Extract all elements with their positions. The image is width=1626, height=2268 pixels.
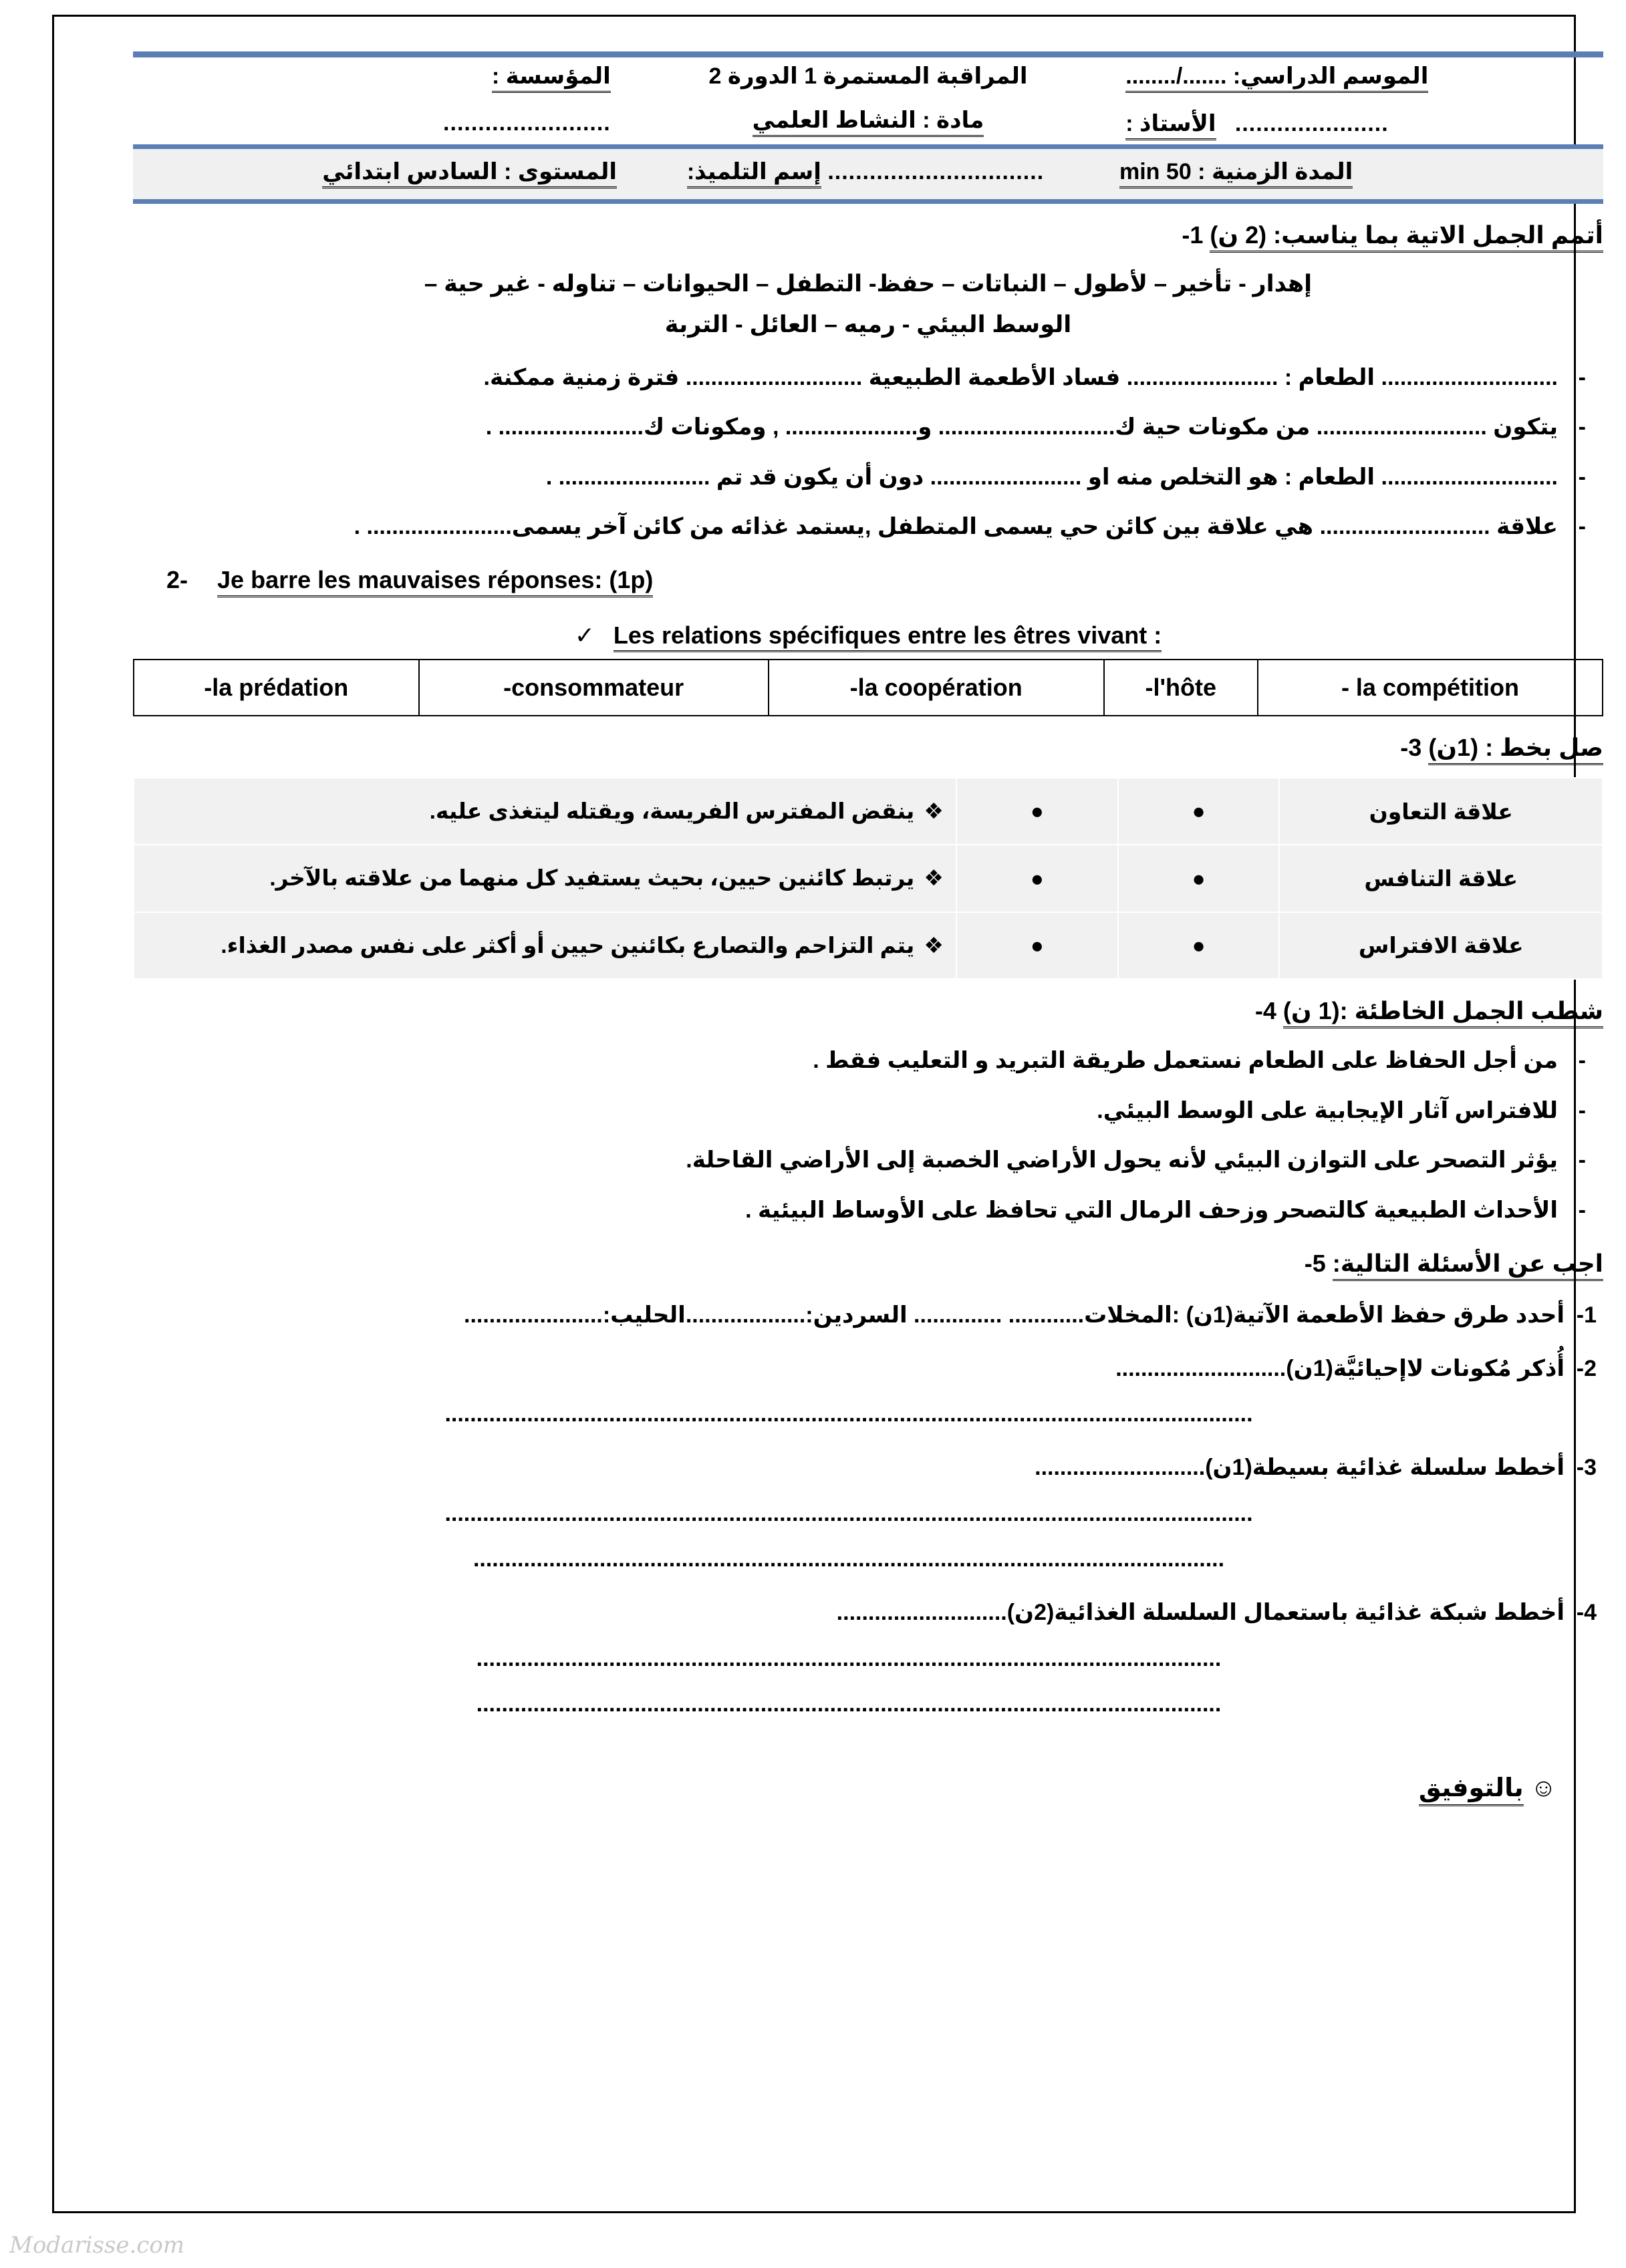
q5-item[interactable] bbox=[133, 1293, 1603, 1337]
q4-item[interactable]: - الأحداث الطبيعية كالتصحر وزحف الرمال التي تحافظ على الأوساط البيئية . bbox=[133, 1189, 1603, 1232]
student-label: إسم التلميذ: bbox=[687, 158, 821, 188]
match-dot-right[interactable]: ● bbox=[956, 912, 1118, 979]
question-4-heading bbox=[133, 997, 1603, 1028]
header-mid-rule bbox=[133, 144, 1603, 149]
student-dots: ............................... bbox=[827, 159, 1045, 184]
q5-item-index: 2- bbox=[1576, 1355, 1597, 1381]
question-3-matching-table bbox=[133, 777, 1603, 980]
header-grid bbox=[133, 57, 1603, 144]
match-dot-right[interactable]: ● bbox=[956, 845, 1118, 911]
q5-item-index: 1- bbox=[1576, 1302, 1597, 1328]
match-statement bbox=[134, 912, 956, 979]
question-3-heading bbox=[133, 734, 1603, 765]
teacher-row bbox=[1125, 110, 1388, 140]
question-1-number: 1- bbox=[1182, 221, 1204, 249]
match-statement-text: يتم التزاحم والتصارع بكائنين حيين أو أكثر على نفس مصدر الغذاء. bbox=[221, 932, 915, 958]
answer-line[interactable]: ...................................................................................................................... bbox=[476, 1691, 1222, 1717]
question-1-items bbox=[133, 356, 1603, 549]
question-4-items bbox=[133, 1039, 1603, 1232]
question-1-heading bbox=[133, 221, 1603, 253]
match-label[interactable]: علاقة الافتراس bbox=[1279, 912, 1603, 979]
wordbank-line-1: إهدار - تأخير – لأطول – النباتات – حفظ- التطفل – الحيوانات – تناوله - غير حية – bbox=[424, 271, 1313, 297]
teacher-label: الأستاذ : bbox=[1125, 110, 1216, 140]
header-top-rule bbox=[133, 51, 1603, 57]
q4-item[interactable]: - يؤثر التصحر على التوازن البيئي لأنه يحول الأراضي الخصبة إلى الأراضي القاحلة. bbox=[133, 1139, 1603, 1182]
match-label[interactable]: علاقة التنافس bbox=[1279, 845, 1603, 911]
match-statement-text: ينقض المفترس الفريسة، ويقتله ليتغذى عليه. bbox=[429, 798, 915, 823]
duration-cell: المدة الزمنية : 50 min bbox=[1107, 158, 1603, 188]
question-2-options-table bbox=[133, 659, 1603, 716]
question-2-number: 2- bbox=[166, 565, 188, 593]
answer-line[interactable]: ...................................................................................................................... bbox=[476, 1645, 1222, 1671]
q1-item[interactable]: - يتكون ........................... من مكونات حية ك............................ و..................... , ومكونات ك....................... . bbox=[133, 406, 1603, 449]
q1-item[interactable]: - ............................ الطعام : هو التخلص منه او ........................ دون أن يكون قد تم ........................ . bbox=[133, 456, 1603, 499]
institution-label: المؤسسة : bbox=[492, 63, 611, 93]
match-statement bbox=[134, 845, 956, 911]
question-5-heading bbox=[133, 1250, 1603, 1281]
question-1-title: أتمم الجمل الاتية بما يناسب: (2 ن) bbox=[1210, 221, 1603, 253]
q5-item-index: 4- bbox=[1576, 1600, 1597, 1626]
header-bottom-rule bbox=[133, 199, 1603, 204]
match-statement-text: يرتبط كائنين حيين، بحيث يستفيد كل منهما من علاقته بالآخر. bbox=[269, 865, 915, 891]
level-band bbox=[133, 149, 1603, 199]
header-col-title bbox=[618, 63, 1119, 140]
header-col-institution bbox=[133, 63, 618, 140]
wordbank-line-2: الوسط البيئي - رميه – العائل - التربة bbox=[664, 311, 1072, 338]
question-3-number: 3- bbox=[1400, 733, 1422, 761]
q1-item[interactable]: - علاقة ........................... هي علاقة بين كائن حي يسمى المتطفل ,يستمد غذائه من كائن آخر يسمى....................... . bbox=[133, 505, 1603, 549]
q5-item[interactable] bbox=[133, 1346, 1603, 1437]
question-5-title: اجب عن الأسئلة التالية: bbox=[1333, 1250, 1603, 1281]
good-luck-text: بالتوفيق bbox=[1419, 1773, 1524, 1806]
question-2-subtitle: Les relations spécifiques entre les êtres vivant : bbox=[614, 621, 1162, 652]
teacher-dots: ...................... bbox=[1234, 111, 1389, 136]
good-luck-row bbox=[133, 1773, 1603, 1806]
q4-item[interactable]: - للافتراس آثار الإيجابية على الوسط البيئي. bbox=[133, 1089, 1603, 1133]
question-2-heading bbox=[133, 566, 1603, 597]
option-cell-consommateur[interactable]: -consommateur bbox=[419, 660, 769, 716]
match-label[interactable]: علاقة التعاون bbox=[1279, 778, 1603, 845]
q4-item[interactable]: - من أجل الحفاظ على الطعام نستعمل طريقة التبريد و التعليب فقط . bbox=[133, 1039, 1603, 1083]
question-3-title: صل بخط : (1ن) bbox=[1428, 734, 1603, 765]
table-row bbox=[134, 845, 1603, 911]
table-row bbox=[134, 912, 1603, 979]
table-row bbox=[134, 660, 1603, 716]
diamond-bullet-icon: ❖ bbox=[924, 932, 944, 958]
page-frame bbox=[52, 15, 1603, 2213]
q5-item[interactable] bbox=[133, 1445, 1603, 1581]
student-name-cell bbox=[624, 158, 1107, 188]
match-dot-right[interactable]: ● bbox=[956, 778, 1118, 845]
subject-title: مادة : النشاط العلمي bbox=[753, 107, 984, 137]
question-4-title: شطب الجمل الخاطئة :(1 ن) bbox=[1283, 997, 1603, 1028]
answer-line[interactable]: ................................................................................................................................ bbox=[444, 1500, 1253, 1526]
header-col-season bbox=[1119, 63, 1603, 140]
question-2-title: Je barre les mauvaises réponses: (1p) bbox=[217, 566, 653, 597]
level-cell: المستوى : السادس ابتدائي bbox=[133, 158, 624, 188]
option-cell-hote[interactable]: -l'hôte bbox=[1104, 660, 1258, 716]
answer-line[interactable]: ................................................................................................................................ bbox=[444, 1401, 1253, 1427]
option-cell-predation[interactable]: -la prédation bbox=[134, 660, 419, 716]
q1-item[interactable]: - ............................ الطعام : ........................ فساد الأطعمة الطبيعية ............................ فترة زمنية ممكنة. bbox=[133, 356, 1603, 400]
site-watermark: Modarisse.com bbox=[9, 2232, 185, 2259]
table-row bbox=[134, 778, 1603, 845]
option-cell-competition[interactable]: - la compétition bbox=[1258, 660, 1603, 716]
match-dot-left[interactable]: ● bbox=[1118, 845, 1280, 911]
question-2-subtitle-row bbox=[133, 621, 1603, 650]
option-cell-cooperation[interactable]: -la coopération bbox=[769, 660, 1104, 716]
page-content bbox=[133, 51, 1603, 2217]
q5-item-text: أحدد طرق حفظ الأطعمة الآتية(1ن) :المخلات............ .............. السردين:...................الحليب:...................... bbox=[464, 1302, 1565, 1328]
check-icon: ✓ bbox=[574, 621, 595, 649]
season-label: الموسم الدراسي: ......./........ bbox=[1125, 63, 1428, 93]
question-5-number: 5- bbox=[1304, 1249, 1326, 1277]
institution-dots: ........................ bbox=[443, 110, 611, 136]
q5-item-text: أخطط شبكة غذائية باستعمال السلسلة الغذائية(2ن)........................... bbox=[836, 1600, 1565, 1626]
smiley-icon: ☺ bbox=[1530, 1774, 1556, 1803]
exam-title: المراقبة المستمرة 1 الدورة 2 bbox=[708, 63, 1028, 89]
q5-item-index: 3- bbox=[1576, 1455, 1597, 1481]
q5-item-text: أُذكر مُكونات لاإحيائيَّة(1ن)........................... bbox=[1115, 1355, 1565, 1381]
match-dot-left[interactable]: ● bbox=[1118, 778, 1280, 845]
answer-line[interactable]: ....................................................................................................................... bbox=[472, 1546, 1225, 1572]
question-4-number: 4- bbox=[1254, 997, 1276, 1025]
match-statement bbox=[134, 778, 956, 845]
match-dot-left[interactable]: ● bbox=[1118, 912, 1280, 979]
diamond-bullet-icon: ❖ bbox=[924, 865, 944, 891]
q5-item[interactable] bbox=[133, 1590, 1603, 1726]
diamond-bullet-icon: ❖ bbox=[924, 798, 944, 823]
q5-item-text: أخطط سلسلة غذائية بسيطة(1ن)........................... bbox=[1035, 1455, 1565, 1481]
question-1-wordbank bbox=[133, 263, 1603, 345]
question-5-items bbox=[133, 1293, 1603, 1727]
